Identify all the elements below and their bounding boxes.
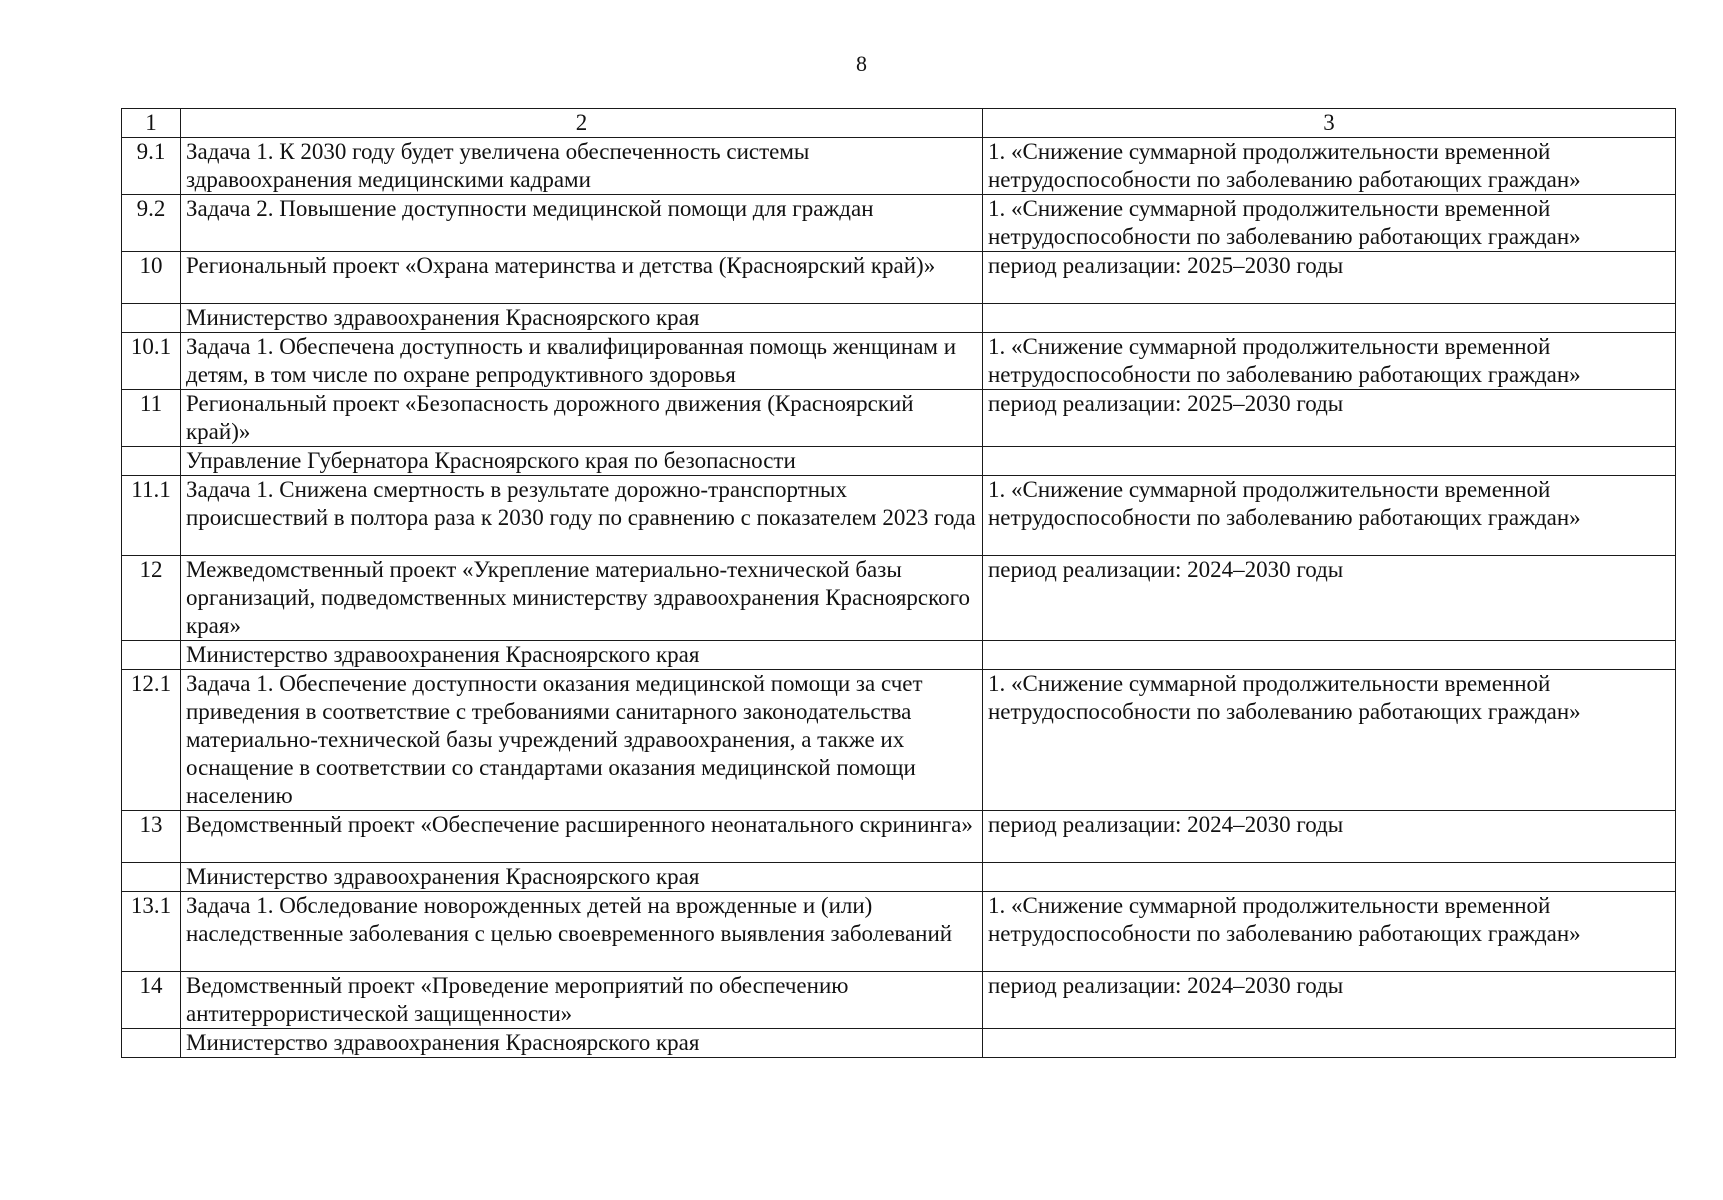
row-text: Региональный проект «Безопасность дорожного движения (Красноярский край)» xyxy=(181,390,983,447)
row-value xyxy=(983,447,1676,476)
row-value: 1. «Снижение суммарной продолжительности временной нетрудоспособности по заболеванию работающих граждан» xyxy=(983,138,1676,195)
table-row xyxy=(122,476,1676,556)
row-value: период реализации: 2024–2030 годы xyxy=(983,972,1676,1029)
row-text: Министерство здравоохранения Красноярского края xyxy=(181,1029,983,1058)
table-row xyxy=(122,670,1676,811)
row-value: 1. «Снижение суммарной продолжительности временной нетрудоспособности по заболеванию работающих граждан» xyxy=(983,476,1676,556)
row-number: 11 xyxy=(122,390,181,447)
header-cell-1: 1 xyxy=(122,109,181,138)
row-value: 1. «Снижение суммарной продолжительности временной нетрудоспособности по заболеванию работающих граждан» xyxy=(983,195,1676,252)
row-value xyxy=(983,641,1676,670)
row-value: период реализации: 2025–2030 годы xyxy=(983,390,1676,447)
row-number xyxy=(122,447,181,476)
row-text: Задача 1. Обследование новорожденных детей на врожденные и (или) наследственные заболевания с целью своевременного выявления заболеваний xyxy=(181,892,983,972)
table-row xyxy=(122,333,1676,390)
data-table xyxy=(121,108,1676,1058)
table-row xyxy=(122,447,1676,476)
row-number xyxy=(122,641,181,670)
row-text: Задача 1. Обеспечена доступность и квалифицированная помощь женщинам и детям, в том числе по охране репродуктивного здоровья xyxy=(181,333,983,390)
table-row xyxy=(122,252,1676,304)
table-row xyxy=(122,811,1676,863)
row-value: период реализации: 2024–2030 годы xyxy=(983,556,1676,641)
header-cell-2: 2 xyxy=(181,109,983,138)
table-row xyxy=(122,556,1676,641)
row-value xyxy=(983,863,1676,892)
table-row xyxy=(122,863,1676,892)
header-cell-3: 3 xyxy=(983,109,1676,138)
table-row xyxy=(122,641,1676,670)
table-row xyxy=(122,1029,1676,1058)
page-number: 8 xyxy=(856,51,867,76)
row-value: период реализации: 2025–2030 годы xyxy=(983,252,1676,304)
row-number: 13 xyxy=(122,811,181,863)
table-row xyxy=(122,138,1676,195)
table-row xyxy=(122,972,1676,1029)
row-text: Управление Губернатора Красноярского края по безопасности xyxy=(181,447,983,476)
table-row xyxy=(122,892,1676,972)
row-number: 12 xyxy=(122,556,181,641)
row-number: 13.1 xyxy=(122,892,181,972)
row-value xyxy=(983,304,1676,333)
row-value: 1. «Снижение суммарной продолжительности временной нетрудоспособности по заболеванию работающих граждан» xyxy=(983,892,1676,972)
row-text: Задача 1. Обеспечение доступности оказания медицинской помощи за счет приведения в соответствие с требованиями санитарного законодательства материально-технической базы учреждений здравоохранения, а также их оснащение в соответствии со стандартами оказания медицинской помощи населению xyxy=(181,670,983,811)
row-text: Задача 2. Повышение доступности медицинской помощи для граждан xyxy=(181,195,983,252)
row-text: Ведомственный проект «Обеспечение расширенного неонатального скрининга» xyxy=(181,811,983,863)
row-number: 14 xyxy=(122,972,181,1029)
row-number: 11.1 xyxy=(122,476,181,556)
row-number: 12.1 xyxy=(122,670,181,811)
row-text: Межведомственный проект «Укрепление материально-технической базы организаций, подведомственных министерству здравоохранения Красноярского края» xyxy=(181,556,983,641)
row-text: Региональный проект «Охрана материнства и детства (Красноярский край)» xyxy=(181,252,983,304)
row-number: 9.1 xyxy=(122,138,181,195)
row-text: Министерство здравоохранения Красноярского края xyxy=(181,304,983,333)
row-value xyxy=(983,1029,1676,1058)
row-number: 9.2 xyxy=(122,195,181,252)
row-text: Министерство здравоохранения Красноярского края xyxy=(181,863,983,892)
row-value: 1. «Снижение суммарной продолжительности временной нетрудоспособности по заболеванию работающих граждан» xyxy=(983,670,1676,811)
row-number: 10 xyxy=(122,252,181,304)
row-value: 1. «Снижение суммарной продолжительности временной нетрудоспособности по заболеванию работающих граждан» xyxy=(983,333,1676,390)
row-text: Задача 1. Снижена смертность в результате дорожно-транспортных происшествий в полтора раза к 2030 году по сравнению с показателем 2023 года xyxy=(181,476,983,556)
table-row xyxy=(122,390,1676,447)
row-text: Ведомственный проект «Проведение мероприятий по обеспечению антитеррористической защищенности» xyxy=(181,972,983,1029)
row-number xyxy=(122,863,181,892)
row-number: 10.1 xyxy=(122,333,181,390)
row-number xyxy=(122,1029,181,1058)
table-row xyxy=(122,195,1676,252)
table-header-row xyxy=(122,109,1676,138)
row-text: Министерство здравоохранения Красноярского края xyxy=(181,641,983,670)
row-value: период реализации: 2024–2030 годы xyxy=(983,811,1676,863)
row-number xyxy=(122,304,181,333)
table-row xyxy=(122,304,1676,333)
row-text: Задача 1. К 2030 году будет увеличена обеспеченность системы здравоохранения медицинскими кадрами xyxy=(181,138,983,195)
